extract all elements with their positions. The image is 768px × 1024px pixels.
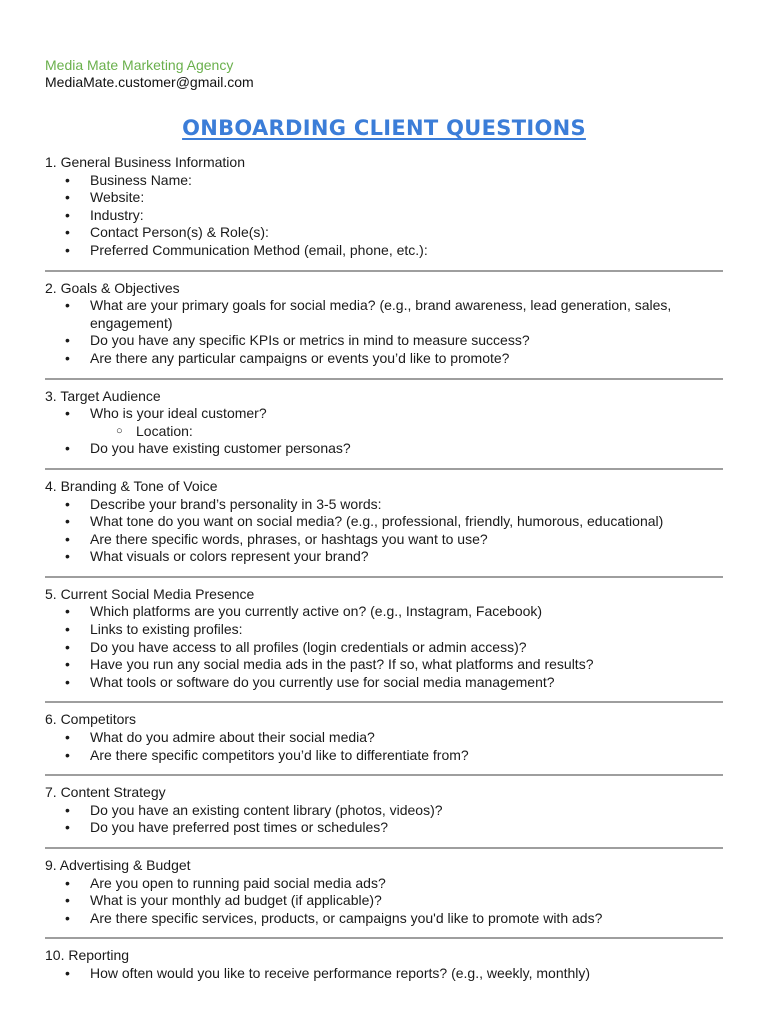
bullet-icon: •	[65, 530, 70, 547]
question-item	[45, 242, 723, 260]
question-text: Industry:	[90, 206, 144, 223]
section-heading: 7. Content Strategy	[45, 784, 166, 801]
section-divider	[45, 847, 723, 849]
bullet-icon: •	[65, 909, 70, 926]
bullet-icon: •	[65, 656, 70, 673]
bullet-icon: •	[65, 638, 70, 655]
section-divider	[45, 576, 723, 578]
bullet-icon: •	[65, 171, 70, 188]
section-divider	[45, 937, 723, 939]
section-general-business-information	[45, 154, 723, 260]
bullet-icon: •	[65, 495, 70, 512]
question-text: Are there specific competitors you’d like to differentiate from?	[90, 746, 469, 763]
question-text: Business Name:	[90, 171, 192, 188]
section-target-audience	[45, 388, 723, 458]
question-item	[45, 656, 723, 674]
question-item	[45, 513, 723, 531]
question-item	[45, 674, 723, 692]
bullet-icon: •	[65, 729, 70, 746]
question-text: Who is your ideal customer?	[90, 405, 267, 422]
bullet-icon: •	[65, 241, 70, 258]
question-item	[45, 207, 723, 225]
section-advertising-budget	[45, 857, 723, 927]
bullet-icon: •	[65, 892, 70, 909]
question-text: How often would you like to receive performance reports? (e.g., weekly, monthly)	[90, 964, 591, 981]
bullet-icon: •	[65, 349, 70, 366]
question-text: What tone do you want on social media? (e.g., professional, friendly, humorous, educational)	[90, 513, 664, 530]
question-item	[45, 910, 723, 928]
question-text: Preferred Communication Method (email, phone, etc.):	[90, 241, 428, 258]
question-list	[45, 802, 723, 837]
section-heading: 1. General Business Information	[45, 154, 245, 170]
question-text: Website:	[90, 189, 145, 206]
question-text: What do you admire about their social media?	[90, 729, 375, 746]
section-reporting	[45, 947, 723, 982]
section-goals-objectives	[45, 280, 723, 368]
question-text: Are there specific words, phrases, or hashtags you want to use?	[90, 530, 488, 547]
question-list	[45, 875, 723, 928]
question-list	[45, 297, 723, 367]
section-heading: 5. Current Social Media Presence	[45, 585, 255, 602]
question-item	[45, 639, 723, 657]
question-text: Do you have preferred post times or schedules?	[90, 819, 389, 836]
section-heading: 9. Advertising & Budget	[45, 857, 191, 873]
agency-email: MediaMate.customer@gmail.com	[45, 74, 254, 90]
question-item	[45, 875, 723, 893]
page-title: ONBOARDING CLIENT QUESTIONS	[182, 116, 586, 140]
question-text: Do you have any specific KPIs or metrics in mind to measure success?	[90, 332, 530, 349]
question-text: Which platforms are you currently active on? (e.g., Instagram, Facebook)	[90, 603, 543, 620]
question-list	[45, 965, 723, 983]
question-item	[45, 405, 723, 423]
question-item	[45, 892, 723, 910]
question-item	[45, 224, 723, 242]
bullet-icon: •	[65, 332, 70, 349]
question-list	[45, 172, 723, 260]
section-branding-tone-of-voice	[45, 478, 723, 566]
question-list	[45, 496, 723, 566]
question-item	[45, 747, 723, 765]
bullet-icon: •	[65, 405, 70, 422]
question-list	[45, 405, 723, 458]
section-divider	[45, 701, 723, 703]
section-divider	[45, 378, 723, 380]
question-text: Do you have existing customer personas?	[90, 440, 351, 457]
question-item	[45, 189, 723, 207]
section-content-strategy	[45, 784, 723, 837]
bullet-icon: •	[65, 819, 70, 836]
question-text: What tools or software do you currently use for social media management?	[90, 673, 555, 690]
question-list	[45, 729, 723, 764]
question-text: Have you run any social media ads in the past? If so, what platforms and results?	[90, 656, 594, 673]
question-item	[45, 603, 723, 621]
question-item	[45, 621, 723, 639]
bullet-icon: •	[65, 224, 70, 241]
section-heading: 2. Goals & Objectives	[45, 279, 180, 296]
question-text: Location:	[136, 422, 193, 439]
sub-question-item	[45, 423, 723, 441]
question-item	[45, 531, 723, 549]
bullet-icon: •	[65, 621, 70, 638]
section-heading: 4. Branding & Tone of Voice	[45, 477, 218, 494]
bullet-icon: •	[65, 206, 70, 223]
question-item	[45, 297, 723, 332]
section-competitors	[45, 711, 723, 764]
bullet-icon: •	[65, 603, 70, 620]
question-text: Do you have an existing content library (photos, videos)?	[90, 801, 443, 818]
section-heading: 6. Competitors	[45, 711, 137, 728]
bullet-icon: •	[65, 964, 70, 981]
section-divider	[45, 468, 723, 470]
question-item	[45, 802, 723, 820]
bullet-icon: •	[65, 513, 70, 530]
question-list	[45, 603, 723, 691]
question-text: Do you have access to all profiles (login credentials or admin access)?	[90, 638, 527, 655]
bullet-icon: •	[65, 801, 70, 818]
bullet-icon: •	[65, 548, 70, 565]
bullet-icon: •	[65, 673, 70, 690]
question-text: What visuals or colors represent your brand?	[90, 548, 369, 565]
question-item	[45, 350, 723, 368]
question-text: Are there specific services, products, or campaigns you'd like to promote with ads?	[90, 909, 603, 926]
question-item	[45, 172, 723, 190]
question-text: What is your monthly ad budget (if applicable)?	[90, 892, 382, 909]
agency-name: Media Mate Marketing Agency	[45, 57, 234, 73]
question-item	[45, 965, 723, 983]
bullet-icon: •	[65, 440, 70, 457]
bullet-icon: •	[65, 297, 70, 314]
question-text: Contact Person(s) & Role(s):	[90, 224, 269, 241]
hollow-bullet-icon: ○	[116, 424, 123, 437]
question-item	[45, 729, 723, 747]
question-text: What are your primary goals for social media? (e.g., brand awareness, lead generation, sales, engagement)	[90, 297, 672, 331]
question-text: Are there any particular campaigns or events you’d like to promote?	[90, 349, 510, 366]
question-item	[45, 548, 723, 566]
question-item	[45, 440, 723, 458]
section-divider	[45, 774, 723, 776]
question-item	[45, 332, 723, 350]
question-text: Describe your brand’s personality in 3-5 words:	[90, 495, 382, 512]
bullet-icon: •	[65, 874, 70, 891]
question-text: Links to existing profiles:	[90, 621, 243, 638]
section-heading: 10. Reporting	[45, 947, 130, 964]
bullet-icon: •	[65, 189, 70, 206]
bullet-icon: •	[65, 746, 70, 763]
question-text: Are you open to running paid social media ads?	[90, 874, 386, 891]
section-current-social-media-presence	[45, 586, 723, 692]
section-heading: 3. Target Audience	[45, 387, 161, 404]
question-item	[45, 496, 723, 514]
section-divider	[45, 270, 723, 272]
question-item	[45, 819, 723, 837]
question-sections	[45, 154, 723, 983]
